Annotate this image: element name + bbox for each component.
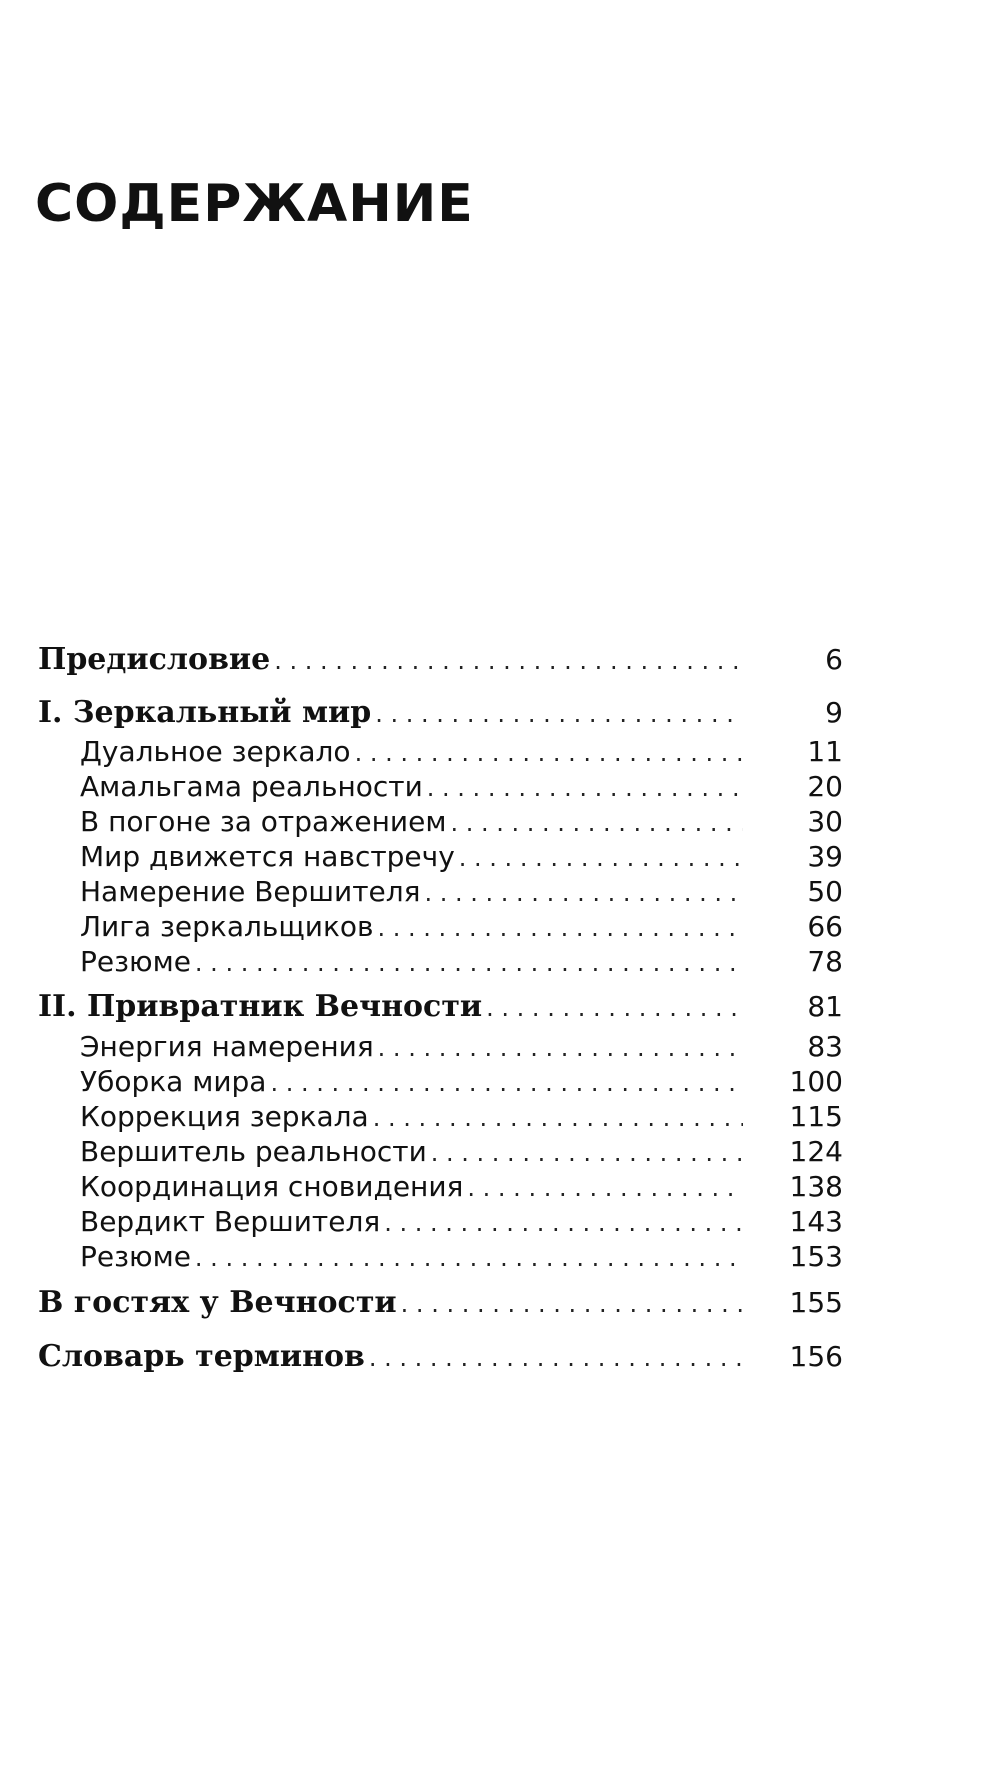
toc-entry-label: Резюме xyxy=(80,1240,191,1273)
toc-page-number: 20 xyxy=(807,770,843,803)
toc-entry-label: Намерение Вершителя xyxy=(80,875,421,908)
toc-entry-label: Коррекция зеркала xyxy=(80,1100,369,1133)
toc-entry-label: Координация сновидения xyxy=(80,1170,464,1203)
toc-page-number: 6 xyxy=(825,643,843,676)
toc-entry-chapter[interactable] xyxy=(38,1202,843,1242)
toc-page-number: 153 xyxy=(789,1240,843,1273)
toc-entry-label: Предисловие xyxy=(38,642,271,677)
dot-leader xyxy=(397,1284,743,1324)
toc-entry-afterword[interactable] xyxy=(38,1283,843,1323)
toc-entry-label: Словарь терминов xyxy=(38,1339,365,1374)
toc-page-number: 50 xyxy=(807,875,843,908)
toc-page-number: 143 xyxy=(789,1205,843,1238)
toc-page-number: 124 xyxy=(789,1135,843,1168)
toc-entry-chapter[interactable] xyxy=(38,767,843,807)
toc-page-number: 115 xyxy=(789,1100,843,1133)
toc-entry-glossary[interactable] xyxy=(38,1337,843,1377)
toc-entry-label: Вершитель реальности xyxy=(80,1135,427,1168)
dot-leader xyxy=(365,1338,743,1378)
toc-entry-chapter[interactable] xyxy=(38,1097,843,1137)
toc-entry-label: II. Привратник Вечности xyxy=(38,989,483,1024)
toc-entry-chapter[interactable] xyxy=(38,1167,843,1207)
toc-entry-label: I. Зеркальный мир xyxy=(38,695,372,730)
toc-page-number: 83 xyxy=(807,1030,843,1063)
dot-leader xyxy=(270,641,743,681)
toc-entry-part-1[interactable] xyxy=(38,693,843,733)
toc-entry-chapter[interactable] xyxy=(38,1132,843,1172)
toc-entry-chapter[interactable] xyxy=(38,837,843,877)
toc-page-number: 9 xyxy=(825,696,843,729)
toc-entry-chapter[interactable] xyxy=(38,1062,843,1102)
toc-entry-label: Дуальное зеркало xyxy=(80,735,351,768)
toc-entry-chapter[interactable] xyxy=(38,942,843,982)
toc-entry-part-2[interactable] xyxy=(38,987,843,1027)
toc-entry-chapter[interactable] xyxy=(38,1237,843,1277)
toc-entry-label: Амальгама реальности xyxy=(80,770,423,803)
toc-entry-label: Мир движется навстречу xyxy=(80,840,455,873)
toc-page-number: 156 xyxy=(789,1340,843,1373)
toc-entry-label: Энергия намерения xyxy=(80,1030,374,1063)
toc-page-number: 100 xyxy=(789,1065,843,1098)
toc-page-number: 81 xyxy=(807,990,843,1023)
toc-page-number: 11 xyxy=(807,735,843,768)
toc-page-number: 66 xyxy=(807,910,843,943)
toc-entry-label: Вердикт Вершителя xyxy=(80,1205,381,1238)
toc-entry-chapter[interactable] xyxy=(38,1027,843,1067)
toc-entry-label: В погоне за отражением xyxy=(80,805,447,838)
dot-leader xyxy=(482,988,743,1028)
toc-entry-label: В гостях у Вечности xyxy=(38,1285,397,1320)
page-title: СОДЕРЖАНИЕ xyxy=(35,174,474,234)
toc-entry-preface[interactable] xyxy=(38,640,843,680)
toc-page-number: 78 xyxy=(807,945,843,978)
toc-entry-chapter[interactable] xyxy=(38,802,843,842)
toc-page-number: 39 xyxy=(807,840,843,873)
toc-entry-label: Резюме xyxy=(80,945,191,978)
dot-leader xyxy=(371,694,743,734)
dot-leader xyxy=(191,943,743,983)
toc-entry-chapter[interactable] xyxy=(38,732,843,772)
toc-entry-chapter[interactable] xyxy=(38,872,843,912)
dot-leader xyxy=(191,1238,743,1278)
toc-entry-label: Уборка мира xyxy=(80,1065,267,1098)
toc-page-number: 138 xyxy=(789,1170,843,1203)
toc-entry-chapter[interactable] xyxy=(38,907,843,947)
toc-entry-label: Лига зеркальщиков xyxy=(80,910,374,943)
toc-page-number: 155 xyxy=(789,1286,843,1319)
toc-page-number: 30 xyxy=(807,805,843,838)
